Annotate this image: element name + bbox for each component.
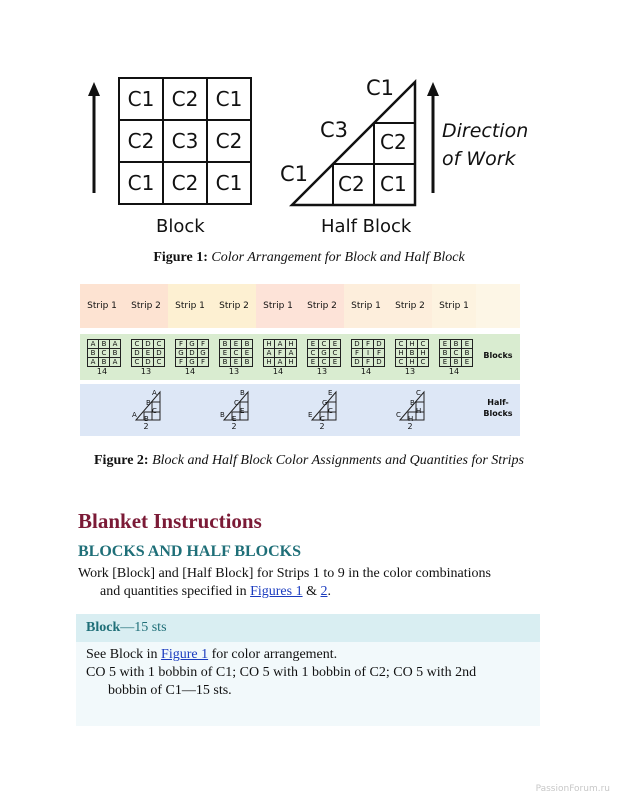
mini-block-cell: B bbox=[220, 340, 231, 349]
mini-block-cell: B bbox=[407, 349, 418, 358]
subsection-title: BLOCKS AND HALF BLOCKS bbox=[78, 543, 302, 560]
strip-header: Strip 1 bbox=[80, 284, 124, 328]
mini-block-cell: F bbox=[176, 340, 187, 349]
mini-block-cell: C bbox=[418, 340, 429, 349]
mini-block-cell: A bbox=[88, 358, 99, 367]
intro-text: and quantities specified in bbox=[100, 584, 247, 599]
mini-block-cell: B bbox=[220, 358, 231, 367]
mini-block-cell: A bbox=[88, 340, 99, 349]
figure-2-caption bbox=[90, 452, 528, 470]
block-quantity: 14 bbox=[96, 367, 108, 376]
block-instruction-box bbox=[76, 614, 540, 726]
figures-1-link[interactable]: Figures 1 bbox=[250, 584, 303, 599]
mini-block-cell: C bbox=[132, 340, 143, 349]
mini-block-cell: F bbox=[363, 340, 374, 349]
mini-block-cell: D bbox=[154, 349, 165, 358]
mini-half-block-letter: B bbox=[146, 399, 151, 407]
mini-block-cell: C bbox=[451, 349, 462, 358]
block-cell: C2 bbox=[163, 78, 207, 120]
mini-block-cell: H bbox=[286, 358, 297, 367]
mini-block-cell: B bbox=[99, 358, 110, 367]
mini-block-cell: H bbox=[264, 358, 275, 367]
half-block-label: Half Block bbox=[321, 216, 412, 237]
mini-block-cell: G bbox=[187, 340, 198, 349]
mini-half-block-letter: A bbox=[132, 411, 137, 419]
figure-1-caption bbox=[80, 250, 538, 266]
mini-half-block-letter: H bbox=[416, 407, 422, 415]
mini-block-cell: B bbox=[242, 358, 253, 367]
mini-block-cell: E bbox=[330, 340, 341, 349]
figure-1-link[interactable]: Figure 1 bbox=[161, 647, 209, 662]
mini-block-cell: H bbox=[286, 340, 297, 349]
mini-half-block-letter: E bbox=[232, 415, 237, 423]
mini-block-cell: B bbox=[88, 349, 99, 358]
strip-header-blank bbox=[476, 284, 520, 328]
block-cell: C2 bbox=[163, 162, 207, 204]
caption-text: Color Arrangement for Block and Half Block bbox=[211, 250, 465, 265]
mini-block-grid bbox=[439, 339, 473, 367]
mini-block-cell: G bbox=[319, 349, 330, 358]
box-line-1-pre: See Block in bbox=[86, 647, 158, 662]
block-cell: C1 bbox=[119, 162, 163, 204]
mini-block-cell: D bbox=[374, 340, 385, 349]
mini-block-cell: H bbox=[396, 349, 407, 358]
intro-line-1: Work [Block] and [Half Block] for Strips 1 to 9 in the color combinations bbox=[78, 566, 491, 581]
blocks-row-label: Blocks bbox=[483, 351, 513, 360]
box-title bbox=[86, 620, 167, 636]
mini-block-cell: A bbox=[264, 349, 275, 358]
box-body bbox=[86, 646, 534, 700]
mini-block-cell: C bbox=[154, 358, 165, 367]
mini-block-cell: E bbox=[462, 340, 473, 349]
mini-block-cell: E bbox=[440, 340, 451, 349]
mini-half-block-letter: B bbox=[220, 411, 225, 419]
strip-header: Strip 1 bbox=[168, 284, 212, 328]
mini-block-cell: E bbox=[242, 349, 253, 358]
block-quantity: 14 bbox=[272, 367, 284, 376]
mini-block-grid bbox=[175, 339, 209, 367]
mini-block-cell: B bbox=[440, 349, 451, 358]
mini-block-cell: F bbox=[198, 340, 209, 349]
mini-block-cell: D bbox=[132, 349, 143, 358]
block-cell: C1 bbox=[119, 78, 163, 120]
watermark: PassionForum.ru bbox=[535, 784, 610, 794]
mini-half-block-letter: C bbox=[152, 407, 157, 415]
block-cell: C3 bbox=[163, 120, 207, 162]
block-quantity: 13 bbox=[140, 367, 152, 376]
mini-block-cell: D bbox=[374, 358, 385, 367]
box-title-bold: Block bbox=[86, 620, 121, 635]
box-line-2: CO 5 with 1 bobbin of C1; CO 5 with 1 bobbin of C2; CO 5 with 2nd bbox=[86, 665, 477, 680]
mini-block-cell: C bbox=[231, 349, 242, 358]
mini-block-cell: A bbox=[275, 358, 286, 367]
mini-block-cell: H bbox=[407, 340, 418, 349]
half-block-quantity: 2 bbox=[143, 422, 149, 431]
mini-block-cell: E bbox=[220, 349, 231, 358]
half-block-cell: C1 bbox=[366, 76, 395, 100]
box-line-3: bobbin of C1—15 sts. bbox=[108, 683, 232, 698]
mini-block-cell: E bbox=[308, 358, 319, 367]
box-title-rest: —15 sts bbox=[120, 620, 167, 635]
mini-block-cell: H bbox=[407, 358, 418, 367]
mini-half-block-letter: C bbox=[416, 389, 421, 397]
box-line-1 bbox=[86, 646, 534, 664]
mini-block-cell: H bbox=[418, 349, 429, 358]
block-cell: C1 bbox=[207, 162, 251, 204]
mini-block-cell: C bbox=[99, 349, 110, 358]
mini-half-block-letter: G bbox=[322, 399, 328, 407]
block-diagram bbox=[118, 77, 252, 205]
block-quantity: 13 bbox=[404, 367, 416, 376]
mini-block-cell: E bbox=[231, 358, 242, 367]
mini-half-block-letter: B bbox=[144, 415, 149, 423]
block-cell: C1 bbox=[207, 78, 251, 120]
box-line-1-post: for color arrangement. bbox=[211, 647, 338, 662]
mini-block-grid bbox=[219, 339, 253, 367]
mini-block-cell: E bbox=[462, 358, 473, 367]
mini-block-cell: D bbox=[143, 340, 154, 349]
mini-block-cell: G bbox=[198, 349, 209, 358]
mini-block-cell: A bbox=[110, 358, 121, 367]
direction-label-1: Direction bbox=[442, 120, 529, 142]
mini-block-cell: A bbox=[275, 340, 286, 349]
ampersand: & bbox=[306, 584, 317, 599]
mini-block-cell: G bbox=[187, 358, 198, 367]
intro-paragraph bbox=[78, 565, 540, 601]
half-block-cell: C1 bbox=[380, 172, 407, 196]
block-cell: C2 bbox=[119, 120, 163, 162]
mini-half-block-letter: C bbox=[234, 399, 239, 407]
box-header bbox=[76, 614, 540, 642]
half-block-quantity: 2 bbox=[407, 422, 413, 431]
half-block-cell: C3 bbox=[320, 118, 349, 142]
caption-label: Figure 1: bbox=[153, 250, 208, 265]
mini-block-grid bbox=[307, 339, 341, 367]
block-cell: C2 bbox=[207, 120, 251, 162]
half-block-cell: C2 bbox=[338, 172, 365, 196]
mini-block-cell: C bbox=[330, 349, 341, 358]
half-block-quantity: 2 bbox=[231, 422, 237, 431]
mini-half-block-letter: B bbox=[410, 399, 415, 407]
mini-block-cell: B bbox=[242, 340, 253, 349]
mini-block-cell: F bbox=[374, 349, 385, 358]
mini-block-cell: C bbox=[154, 340, 165, 349]
mini-block-cell: C bbox=[319, 358, 330, 367]
mini-block-cell: C bbox=[396, 340, 407, 349]
intro-line-2 bbox=[78, 583, 540, 601]
block-quantity: 13 bbox=[228, 367, 240, 376]
mini-block-cell: E bbox=[440, 358, 451, 367]
block-quantity: 13 bbox=[316, 367, 328, 376]
mini-block-cell: B bbox=[451, 340, 462, 349]
mini-block-cell: A bbox=[286, 349, 297, 358]
mini-half-block-letter: E bbox=[308, 411, 313, 419]
mini-block-cell: D bbox=[352, 358, 363, 367]
mini-block-cell: E bbox=[231, 340, 242, 349]
mini-block-grid bbox=[263, 339, 297, 367]
block-quantity: 14 bbox=[360, 367, 372, 376]
caption-label: Figure 2: bbox=[94, 453, 149, 468]
mini-block-cell: B bbox=[99, 340, 110, 349]
mini-block-cell: E bbox=[308, 340, 319, 349]
mini-block-cell: F bbox=[363, 358, 374, 367]
mini-block-cell: F bbox=[198, 358, 209, 367]
strip-header: Strip 1 bbox=[344, 284, 388, 328]
period: . bbox=[327, 584, 331, 599]
half-block-cell: C1 bbox=[280, 162, 309, 186]
figure-1 bbox=[80, 68, 550, 243]
mini-half-block-letter: E bbox=[240, 407, 245, 415]
figure-2-link[interactable]: 2 bbox=[320, 584, 328, 599]
mini-block-cell: C bbox=[396, 358, 407, 367]
strip-header: Strip 2 bbox=[212, 284, 256, 328]
mini-block-cell: B bbox=[462, 349, 473, 358]
strip-header: Strip 1 bbox=[432, 284, 476, 328]
mini-block-grid bbox=[351, 339, 385, 367]
mini-block-grid bbox=[87, 339, 121, 367]
figure-2 bbox=[80, 284, 538, 436]
mini-block-cell: B bbox=[110, 349, 121, 358]
caption-text: Block and Half Block Color Assignments and Quantities for Strips bbox=[152, 453, 524, 468]
mini-block-cell: F bbox=[352, 349, 363, 358]
strip-header: Strip 2 bbox=[300, 284, 344, 328]
mini-half-block-letter: C bbox=[396, 411, 401, 419]
direction-label-2: of Work bbox=[442, 148, 516, 170]
block-quantity: 14 bbox=[448, 367, 460, 376]
mini-half-block-letter: C bbox=[328, 407, 333, 415]
mini-block-cell: D bbox=[143, 358, 154, 367]
mini-block-grid bbox=[395, 339, 429, 367]
mini-block-cell: H bbox=[264, 340, 275, 349]
mini-block-cell: F bbox=[176, 358, 187, 367]
mini-block-cell: F bbox=[275, 349, 286, 358]
mini-block-cell: G bbox=[176, 349, 187, 358]
mini-half-block-letter: C bbox=[320, 415, 325, 423]
mini-block-cell: D bbox=[352, 340, 363, 349]
mini-block-cell: C bbox=[132, 358, 143, 367]
half-block-cell: C2 bbox=[380, 130, 407, 154]
mini-block-cell: B bbox=[451, 358, 462, 367]
strip-header: Strip 2 bbox=[124, 284, 168, 328]
section-title: Blanket Instructions bbox=[78, 509, 262, 533]
block-label: Block bbox=[156, 216, 205, 237]
mini-block-cell: C bbox=[418, 358, 429, 367]
mini-block-cell: E bbox=[330, 358, 341, 367]
mini-half-block-letter: H bbox=[408, 415, 414, 423]
mini-block-grid bbox=[131, 339, 165, 367]
mini-block-cell: C bbox=[308, 349, 319, 358]
strip-header: Strip 1 bbox=[256, 284, 300, 328]
mini-block-cell: E bbox=[143, 349, 154, 358]
half-block-quantity: 2 bbox=[319, 422, 325, 431]
mini-block-cell: D bbox=[187, 349, 198, 358]
half-blocks-row-label: Half- Blocks bbox=[483, 398, 513, 418]
mini-half-block-letter: E bbox=[328, 389, 333, 397]
mini-block-cell: A bbox=[110, 340, 121, 349]
mini-half-block-letter: B bbox=[240, 389, 245, 397]
block-quantity: 14 bbox=[184, 367, 196, 376]
mini-half-block-letter: A bbox=[152, 389, 157, 397]
mini-block-cell: C bbox=[319, 340, 330, 349]
mini-block-cell: I bbox=[363, 349, 374, 358]
strip-header: Strip 2 bbox=[388, 284, 432, 328]
